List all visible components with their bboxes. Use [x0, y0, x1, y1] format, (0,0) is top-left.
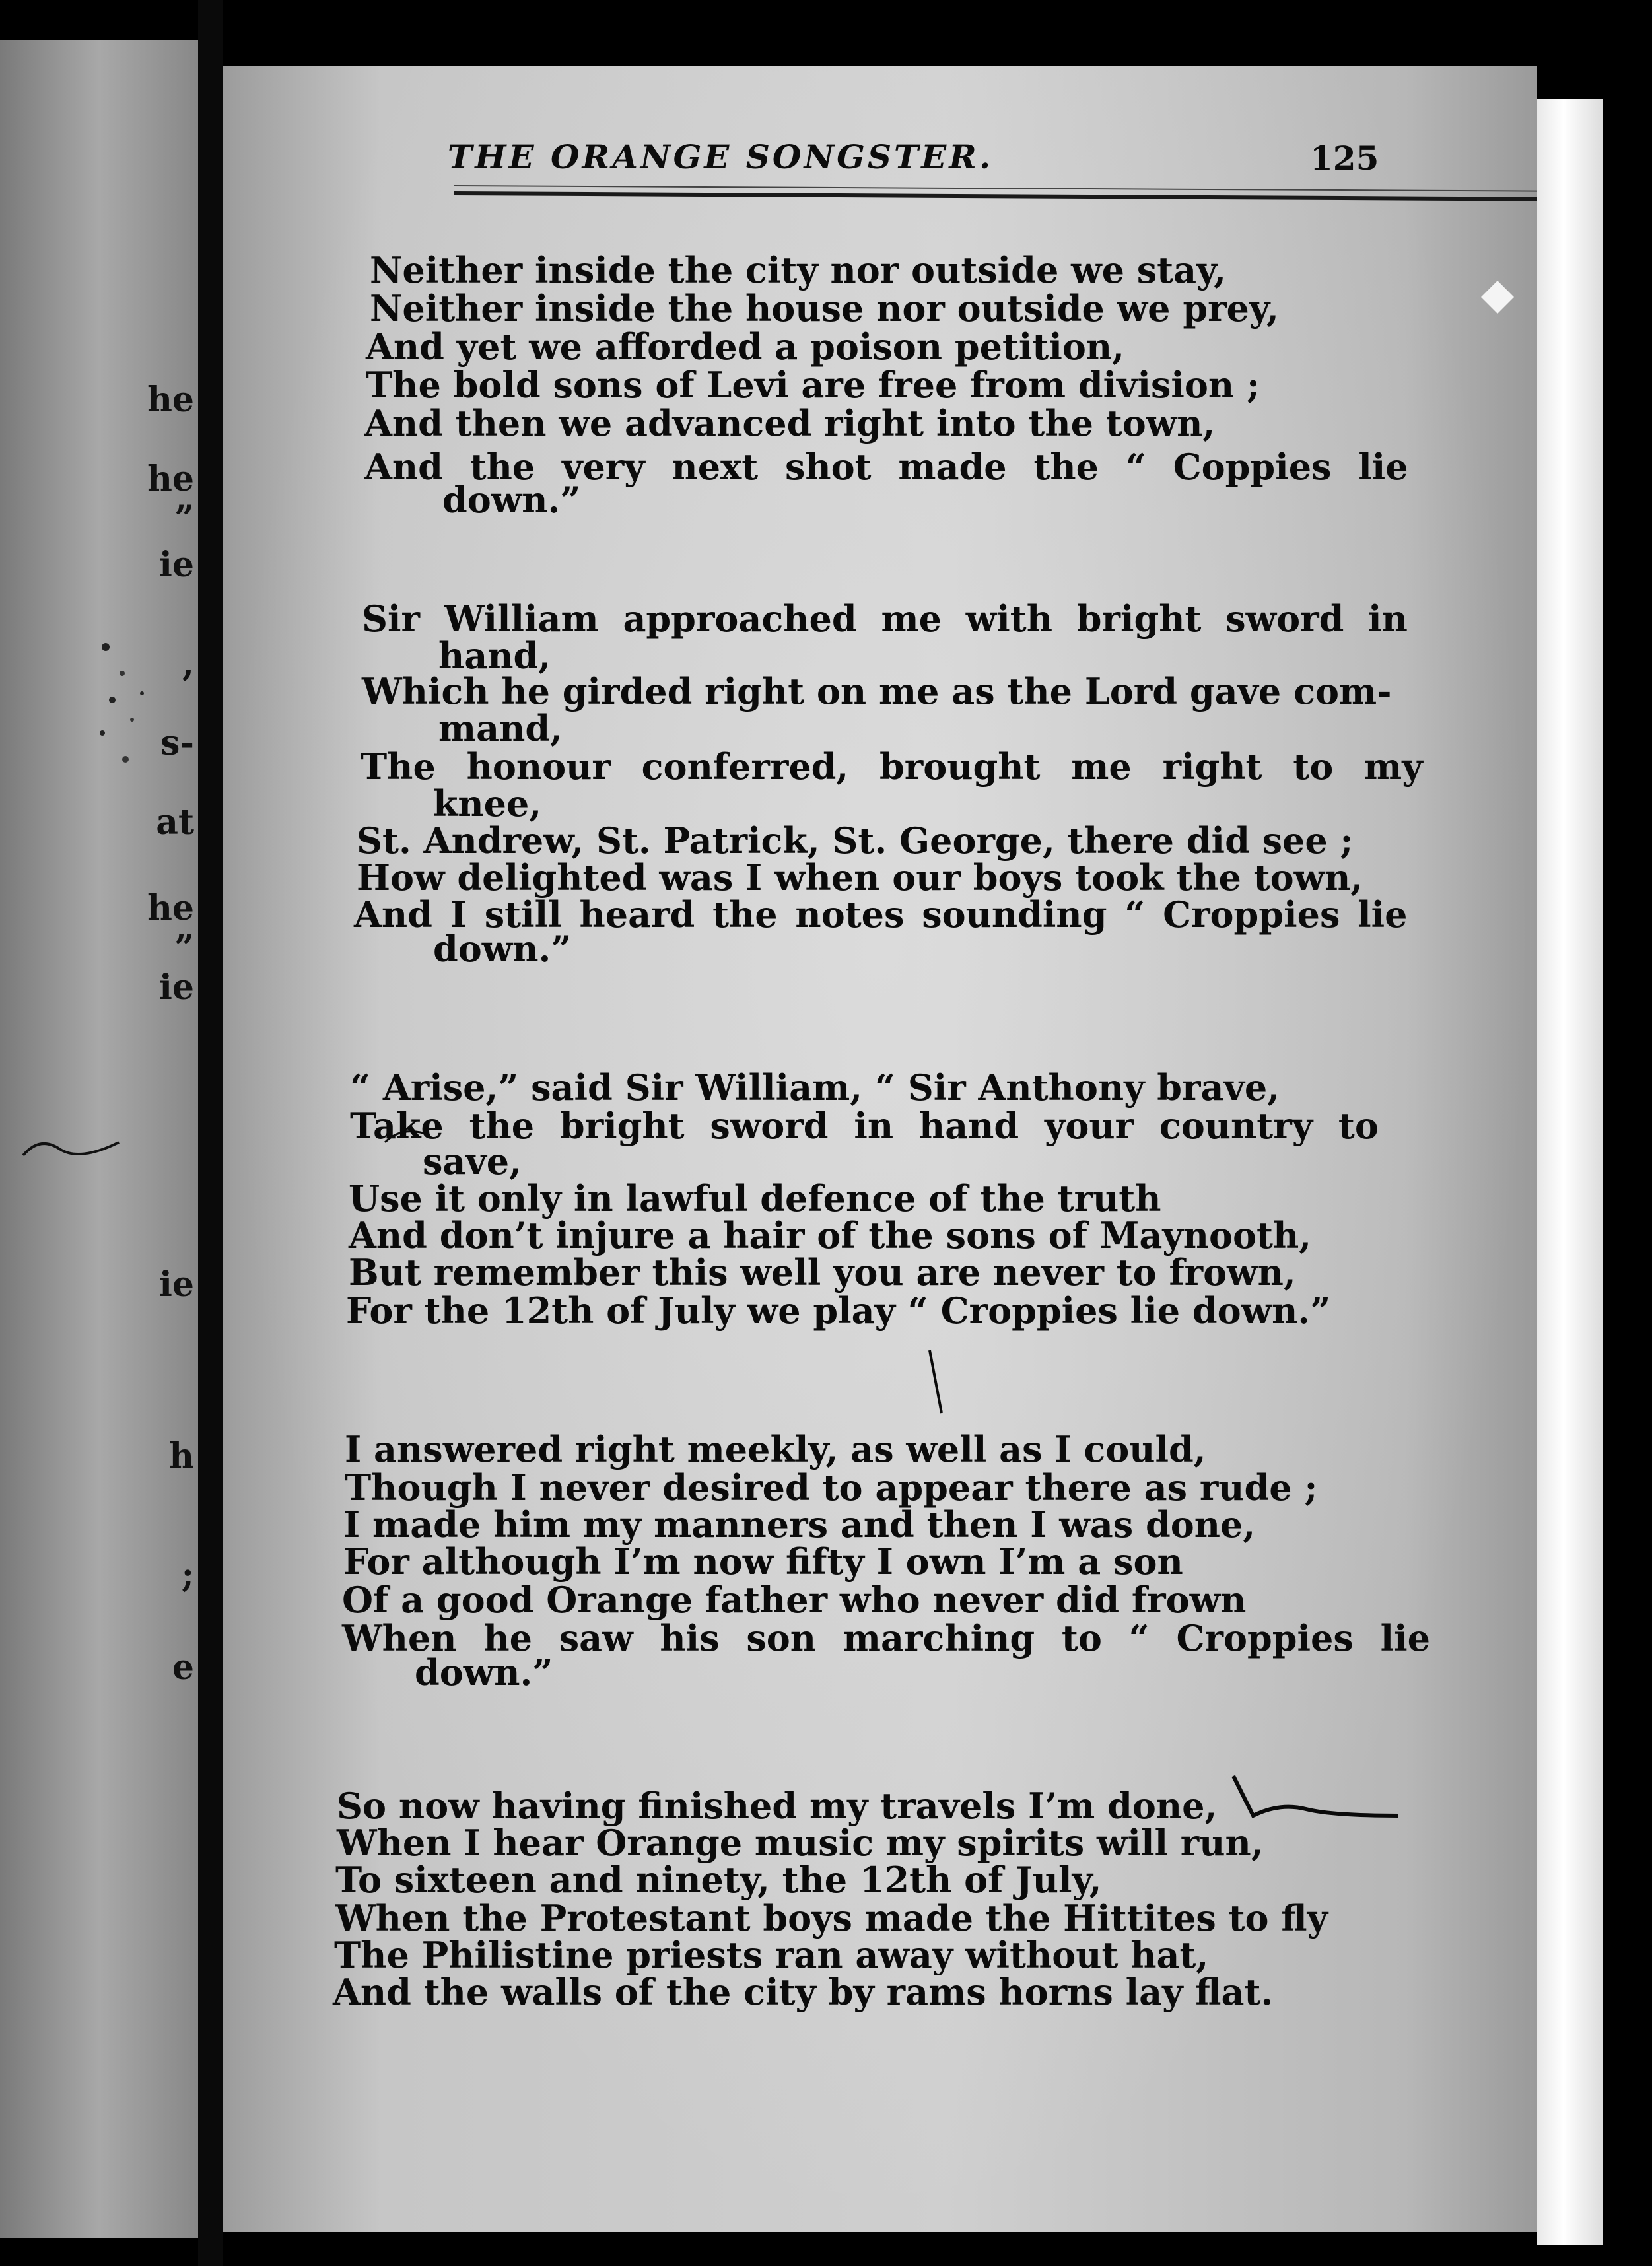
verse-line: save,: [423, 1140, 522, 1183]
verse-line: “ Arise,” said Sir William, “ Sir Anthony brave,: [350, 1066, 1280, 1109]
paper-tear: [1478, 277, 1517, 317]
verse-line: For although I’m now fifty I own I’m a son: [343, 1540, 1183, 1583]
verse-line: mand,: [438, 707, 563, 749]
pen-caret: [382, 1122, 448, 1149]
left-page-fragment: ,: [182, 644, 194, 684]
verse-line: When he saw his son marching to “ Croppies lie: [342, 1617, 1430, 1659]
verse-line: And then we advanced right into the town,: [364, 402, 1216, 444]
left-page-fragment: s-: [160, 723, 194, 763]
left-page-fragment: he: [147, 888, 194, 928]
verse-line: And I still heard the notes sounding “ Croppies lie: [354, 893, 1408, 936]
book-gutter: [198, 0, 223, 2266]
verse-line: Though I never desired to appear there as rude ;: [345, 1466, 1318, 1509]
scan-border: [1603, 0, 1652, 2266]
verse-line: So now having finished my travels I’m done,: [337, 1785, 1218, 1827]
speckle-marks: [86, 621, 165, 792]
verse-line: And don’t injure a hair of the sons of Maynooth,: [349, 1214, 1312, 1256]
left-page-fragment: h: [169, 1436, 194, 1476]
verse-line: St. Andrew, St. Patrick, St. George, there did see ;: [357, 819, 1354, 862]
verse-line: But remember this well you are never to frown,: [349, 1251, 1296, 1293]
page-edge: [1537, 99, 1603, 2245]
verse-line: Neither inside the city nor outside we stay,: [370, 249, 1227, 291]
verse-line: down.”: [433, 928, 572, 970]
verse-line: How delighted was I when our boys took the town,: [357, 856, 1363, 899]
left-page-fragment: ”: [174, 928, 194, 968]
header-rule: [454, 191, 1537, 201]
left-page-fragment: ;: [181, 1555, 194, 1595]
book-page: [223, 66, 1537, 2232]
header-rule-thin: [454, 185, 1537, 192]
verse-line: The Philistine priests ran away without hat,: [334, 1934, 1209, 1976]
verse-line: Use it only in lawful defence of the truth: [349, 1177, 1161, 1219]
verse-line: And the very next shot made the “ Coppies lie: [364, 446, 1408, 488]
left-page-fragment: he: [147, 380, 194, 420]
verse-line: And the walls of the city by rams horns lay flat.: [333, 1971, 1274, 2013]
verse-line: knee,: [433, 782, 542, 825]
pen-checkmark: [1227, 1763, 1412, 1836]
verse-line: Neither inside the house nor outside we prey,: [370, 287, 1279, 329]
verse-line: To sixteen and ninety, the 12th of July,: [335, 1859, 1102, 1901]
left-facing-page: [0, 40, 198, 2238]
verse-line: I answered right meekly, as well as I could,: [345, 1428, 1206, 1470]
left-page-fragment: ie: [159, 1264, 194, 1305]
verse-line: The honour conferred, brought me right to my: [361, 745, 1423, 788]
verse-line: When the Protestant boys made the Hittites to fly: [335, 1897, 1328, 1939]
verse-line: The bold sons of Levi are free from division ;: [366, 364, 1260, 406]
verse-line: down.”: [415, 1651, 553, 1694]
verse-line: hand,: [438, 635, 551, 677]
verse-line: For the 12th of July we play “ Croppies lie down.”: [346, 1289, 1331, 1332]
verse-line: Take the bright sword in hand your country to: [350, 1105, 1379, 1147]
left-page-fragment: ie: [159, 967, 194, 1008]
left-page-fragment: e: [172, 1647, 194, 1688]
verse-line: And yet we afforded a poison petition,: [366, 326, 1124, 368]
verse-line: Which he girded right on me as the Lord gave com-: [362, 670, 1392, 712]
page-number: 125: [1310, 139, 1379, 178]
pen-squiggle-mark: [20, 1129, 125, 1169]
verse-line: When I hear Orange music my spirits will run,: [337, 1822, 1264, 1864]
pen-stroke: [923, 1347, 949, 1420]
left-page-fragment: ”: [174, 498, 194, 539]
left-page-fragment: ie: [159, 545, 194, 585]
verse-line: Sir William approached me with bright sword in: [362, 598, 1408, 640]
page-header-title: THE ORANGE SONGSTER.: [448, 137, 994, 176]
verse-line: down.”: [442, 479, 581, 521]
verse-line: I made him my manners and then I was done,: [343, 1503, 1256, 1546]
left-page-fragment: he: [147, 459, 194, 499]
verse-line: Of a good Orange father who never did frown: [342, 1579, 1247, 1621]
left-page-fragment: at: [156, 802, 194, 842]
